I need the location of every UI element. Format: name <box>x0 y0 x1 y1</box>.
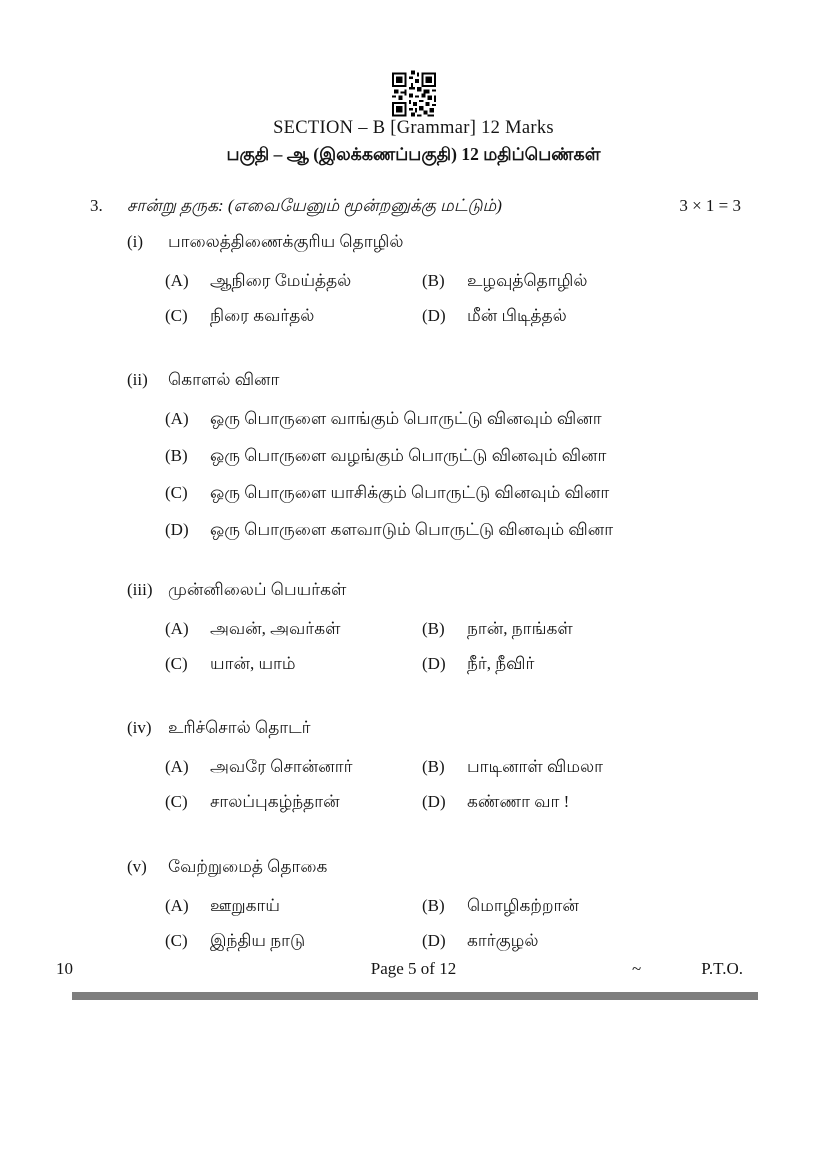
option-letter: (C) <box>165 792 188 811</box>
options-grid <box>165 618 741 675</box>
question-row <box>90 195 741 217</box>
option-c <box>165 482 741 504</box>
option-d <box>422 305 741 327</box>
sub-question-number: (iii) <box>127 580 153 599</box>
option-letter: (B) <box>422 271 445 290</box>
option-letter: (A) <box>165 271 189 290</box>
option-letter: (B) <box>165 446 188 465</box>
sub-question-stem: கொளல் வினா <box>168 370 280 389</box>
qr-code-icon <box>392 70 436 117</box>
sub-question-v <box>0 856 741 952</box>
option-text: ஒரு பொருளை யாசிக்கும் பொருட்டு வினவும் வினா <box>210 483 610 502</box>
option-letter: (D) <box>422 792 446 811</box>
tilde-mark: ~ <box>632 959 642 978</box>
option-letter: (B) <box>422 619 445 638</box>
option-text: கார்குழல் <box>467 931 539 950</box>
option-c <box>165 305 422 327</box>
sub-question-stem: பாலைத்திணைக்குரிய தொழில் <box>168 232 404 251</box>
option-d <box>422 653 741 675</box>
option-b <box>422 756 741 778</box>
option-b <box>165 445 741 467</box>
question-stem: சான்று தருக: (எவையேனும் மூன்றனுக்கு மட்டும்) <box>127 196 502 215</box>
option-letter: (D) <box>422 931 446 950</box>
option-letter: (D) <box>165 520 189 539</box>
option-d <box>422 791 741 813</box>
option-c <box>165 791 422 813</box>
option-b <box>422 618 741 640</box>
bottom-divider-bar <box>72 992 758 1000</box>
option-text: ஒரு பொருளை களவாடும் பொருட்டு வினவும் வினா <box>210 520 614 539</box>
option-text: யான், யாம் <box>210 654 296 673</box>
option-letter: (C) <box>165 654 188 673</box>
option-letter: (A) <box>165 757 189 776</box>
option-a <box>165 756 422 778</box>
page-indicator: Page 5 of 12 <box>370 959 457 978</box>
sub-question-stem: முன்னிலைப் பெயர்கள் <box>168 580 347 599</box>
option-text: மொழிகற்றான் <box>467 896 579 915</box>
option-letter: (D) <box>422 306 446 325</box>
options-grid <box>165 756 741 813</box>
option-b <box>422 895 741 917</box>
option-d <box>422 930 741 952</box>
option-text: கண்ணா வா ! <box>467 792 570 811</box>
sub-question-iv <box>0 717 741 813</box>
pto-label: P.T.O. <box>701 959 743 978</box>
sub-question-stem: வேற்றுமைத் தொகை <box>168 857 328 876</box>
page-footer <box>0 957 827 981</box>
option-letter: (C) <box>165 483 188 502</box>
option-text: உழவுத்தொழில் <box>467 271 588 290</box>
question-marks: 3 × 1 = 3 <box>679 196 741 215</box>
option-a <box>165 270 422 292</box>
option-a <box>165 408 741 430</box>
paper-code: 10 <box>56 959 73 978</box>
option-c <box>165 930 422 952</box>
option-text: நான், நாங்கள் <box>467 619 573 638</box>
sub-question-number: (i) <box>127 232 144 251</box>
options-grid <box>165 895 741 952</box>
option-text: அவன், அவர்கள் <box>210 619 341 638</box>
option-letter: (D) <box>422 654 446 673</box>
option-text: நிரை கவர்தல் <box>210 306 315 325</box>
sub-question-number: (iv) <box>127 718 152 737</box>
option-a <box>165 618 422 640</box>
option-letter: (B) <box>422 757 445 776</box>
option-a <box>165 895 422 917</box>
option-text: ஒரு பொருளை வாங்கும் பொருட்டு வினவும் வினா <box>210 409 602 428</box>
question-number: 3. <box>90 196 103 215</box>
option-text: மீன் பிடித்தல் <box>467 306 567 325</box>
option-letter: (A) <box>165 896 189 915</box>
option-letter: (C) <box>165 306 188 325</box>
option-text: சாலப்புகழ்ந்தான் <box>210 792 340 811</box>
option-d <box>165 519 741 541</box>
option-letter: (A) <box>165 619 189 638</box>
option-text: இந்திய நாடு <box>210 931 306 950</box>
sub-question-ii <box>0 369 741 541</box>
section-title-tamil: பகுதி – ஆ (இலக்கணப்பகுதி) 12 மதிப்பெண்கள் <box>226 144 601 164</box>
option-text: ஒரு பொருளை வழங்கும் பொருட்டு வினவும் வினா <box>210 446 607 465</box>
sub-question-number: (ii) <box>127 370 148 389</box>
sub-question-number: (v) <box>127 857 147 876</box>
option-c <box>165 653 422 675</box>
option-letter: (C) <box>165 931 188 950</box>
option-letter: (A) <box>165 409 189 428</box>
sub-question-iii <box>0 579 741 675</box>
sub-question-stem: உரிச்சொல் தொடர் <box>168 718 311 737</box>
sub-question-i <box>0 231 741 327</box>
option-letter: (B) <box>422 896 445 915</box>
options-list <box>165 408 741 541</box>
section-title: SECTION – B [Grammar] 12 Marks <box>273 118 554 138</box>
option-text: நீர், நீவிர் <box>467 654 535 673</box>
options-grid <box>165 270 741 327</box>
option-b <box>422 270 741 292</box>
option-text: ஊறுகாய் <box>210 896 280 915</box>
option-text: ஆநிரை மேய்த்தல் <box>210 271 352 290</box>
option-text: அவரே சொன்னார் <box>210 757 353 776</box>
option-text: பாடினாள் விமலா <box>467 757 604 776</box>
